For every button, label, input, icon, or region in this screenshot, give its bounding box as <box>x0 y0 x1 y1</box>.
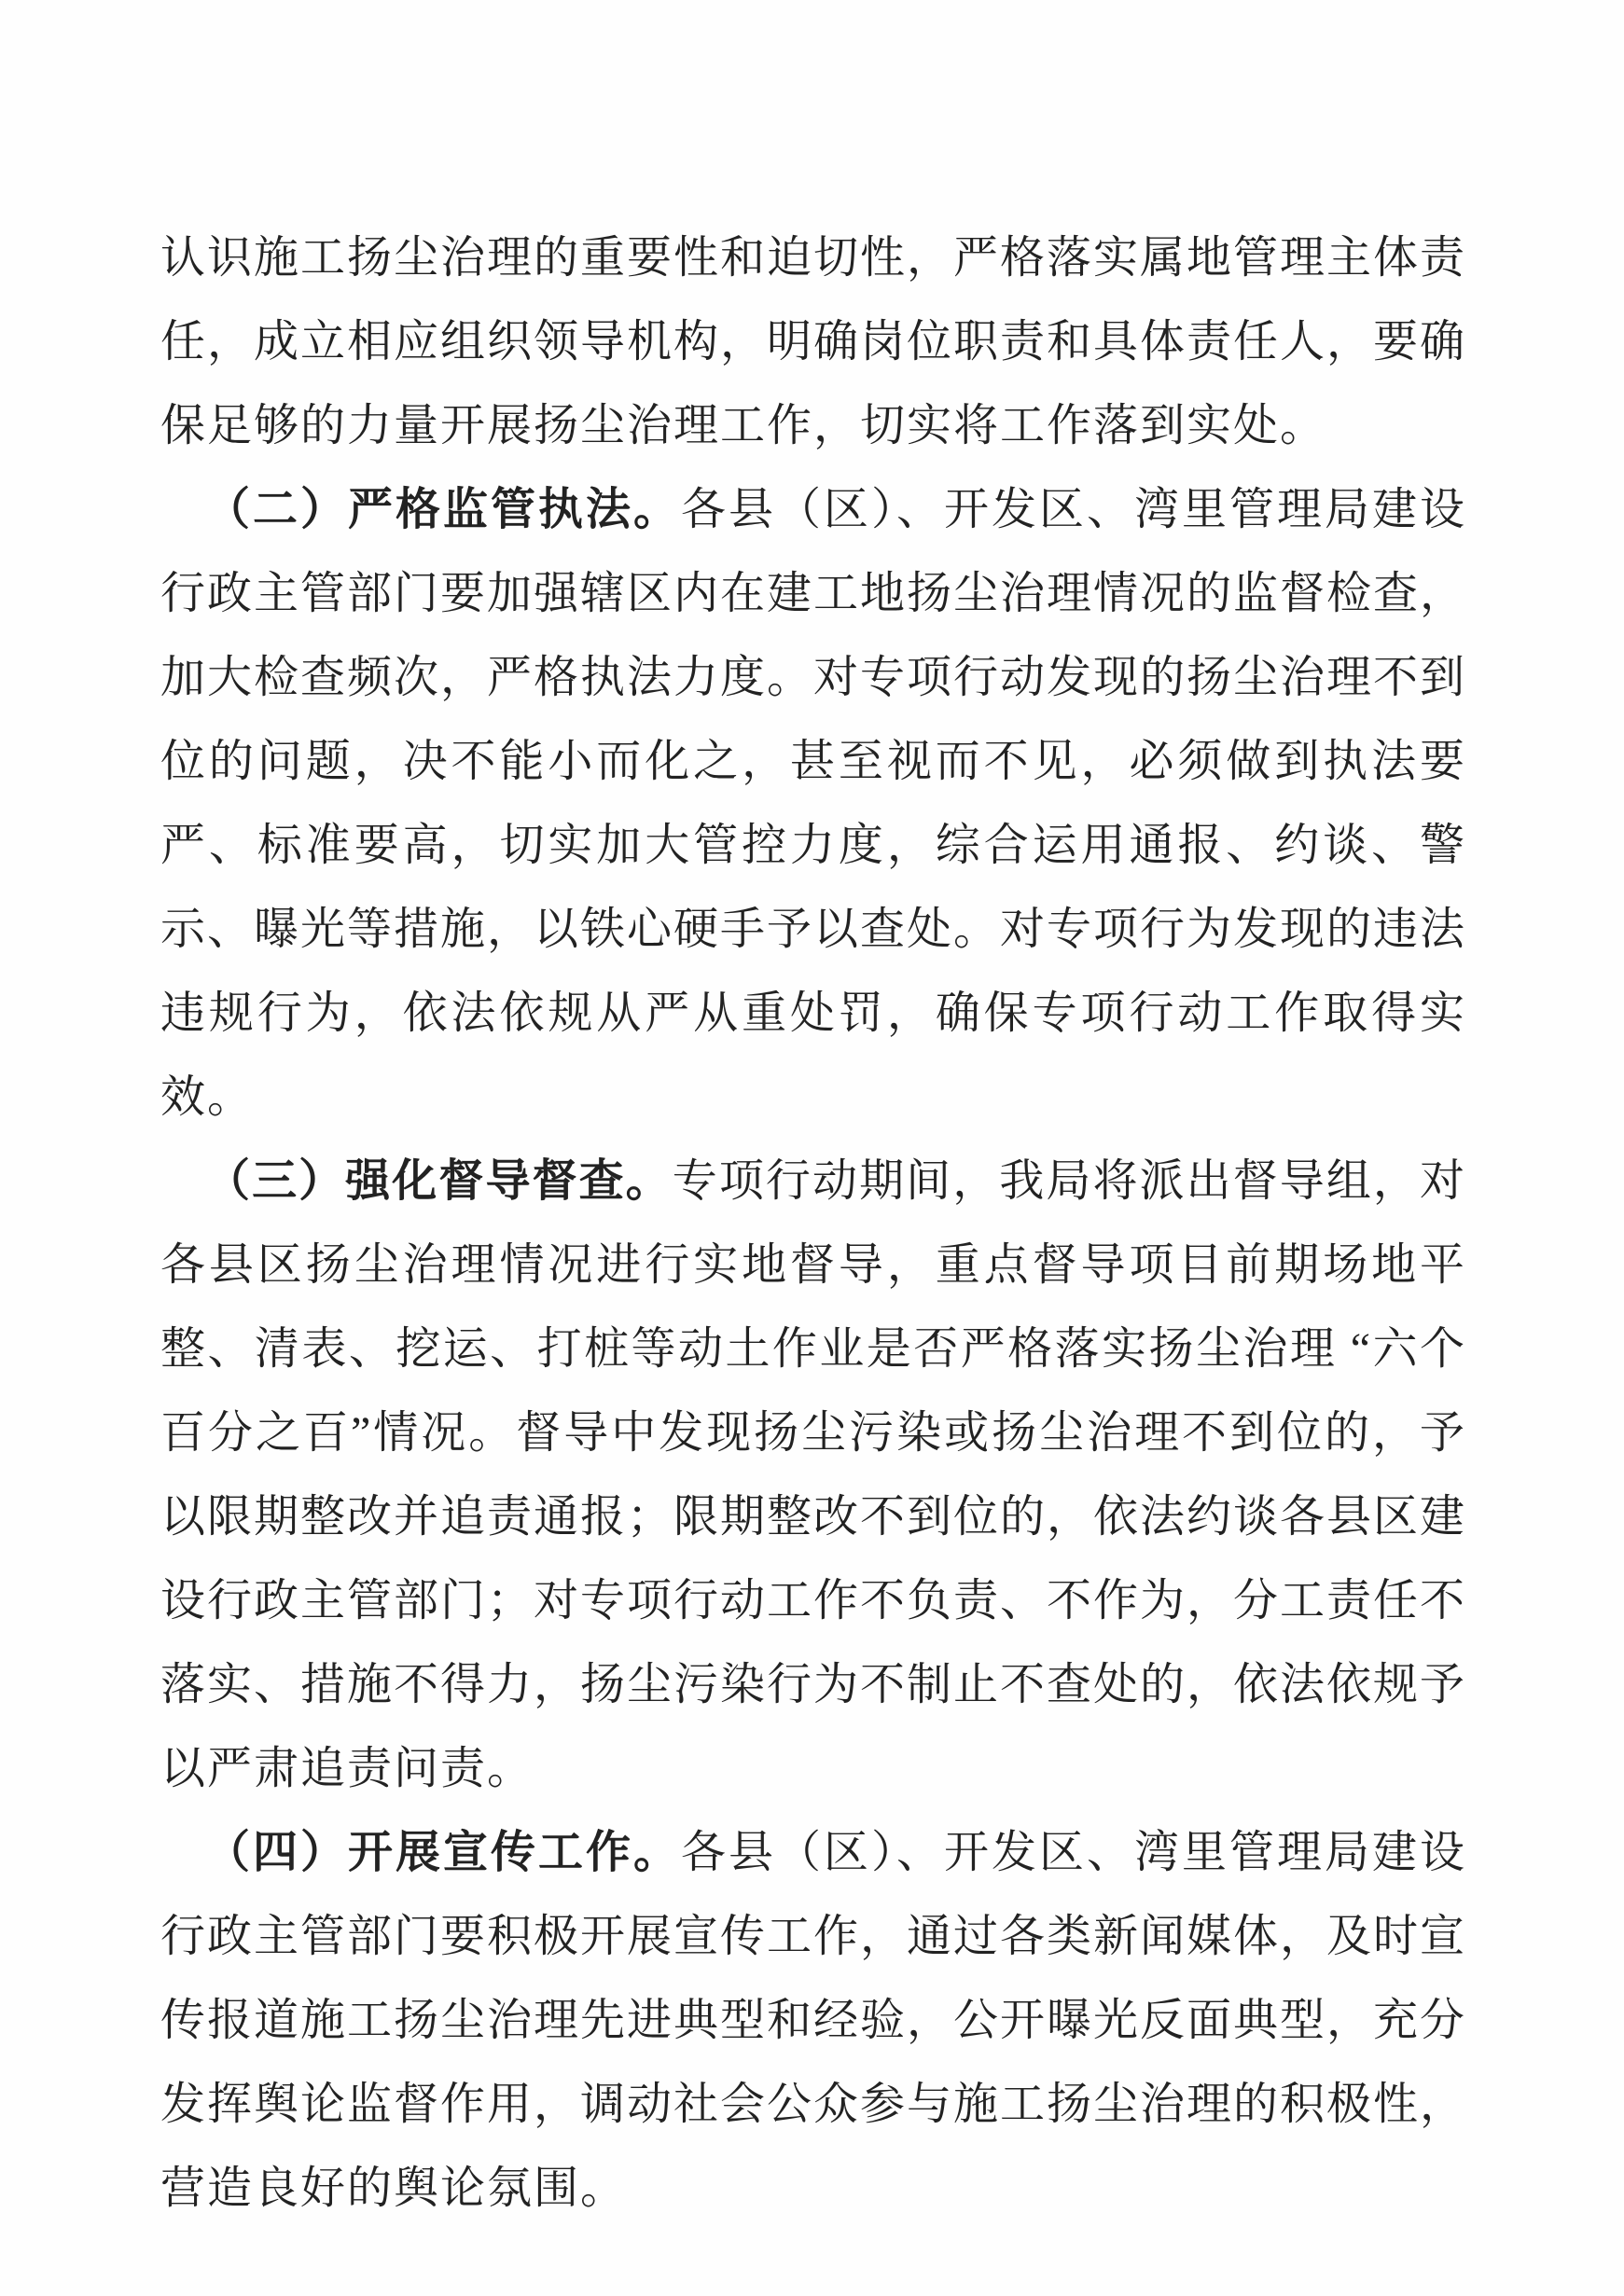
paragraph-text: 各县（区）、开发区、湾里管理局建设行政主管部门要加强辖区内在建工地扬尘治理情况的监督检查，加大检查频次，严格执法力度。对专项行动发现的扬尘治理不到位的问题，决不能小而化之，甚至视而不见，必须做到执法要严、标准要高，切实加大管控力度，综合运用通报、约谈、警示、曝光等措施，以铁心硬手予以查处。对专项行为发现的违法违规行为，依法依规从严从重处罚，确保专项行动工作取得实效。 <box>160 485 1467 1122</box>
paragraph-section-2 <box>160 468 1466 1140</box>
paragraph-text: 认识施工扬尘治理的重要性和迫切性，严格落实属地管理主体责任，成立相应组织领导机构，明确岗位职责和具体责任人，要确保足够的力量开展扬尘治理工作，切实将工作落到实处。 <box>160 233 1467 450</box>
paragraph-continuation <box>160 216 1466 468</box>
section-heading: （二）严格监管执法。 <box>205 485 681 534</box>
paragraph-text: 专项行动期间，我局将派出督导组，对各县区扬尘治理情况进行实地督导，重点督导项目前期场地平整、清表、挖运、打桩等动土作业是否严格落实扬尘治理 “六个百分之百”情况。督导中发现扬尘污染或扬尘治理不到位的，予以限期整改并追责通报；限期整改不到位的，依法约谈各县区建设行政主管部门；对专项行动工作不负责、不作为，分工责任不落实、措施不得力，扬尘污染行为不制止不查处的，依法依规予以严肃追责问责。 <box>160 1156 1467 1793</box>
paragraph-section-3 <box>160 1140 1466 1811</box>
section-heading: （四）开展宣传工作。 <box>205 1828 681 1877</box>
paragraph-section-4 <box>160 1811 1466 2231</box>
paragraph-text: 各县（区）、开发区、湾里管理局建设行政主管部门要积极开展宣传工作，通过各类新闻媒体，及时宣传报道施工扬尘治理先进典型和经验，公开曝光反面典型，充分发挥舆论监督作用，调动社会公众参与施工扬尘治理的积极性，营造良好的舆论氛围。 <box>160 1828 1467 2213</box>
section-heading: （三）强化督导督查。 <box>205 1156 673 1206</box>
